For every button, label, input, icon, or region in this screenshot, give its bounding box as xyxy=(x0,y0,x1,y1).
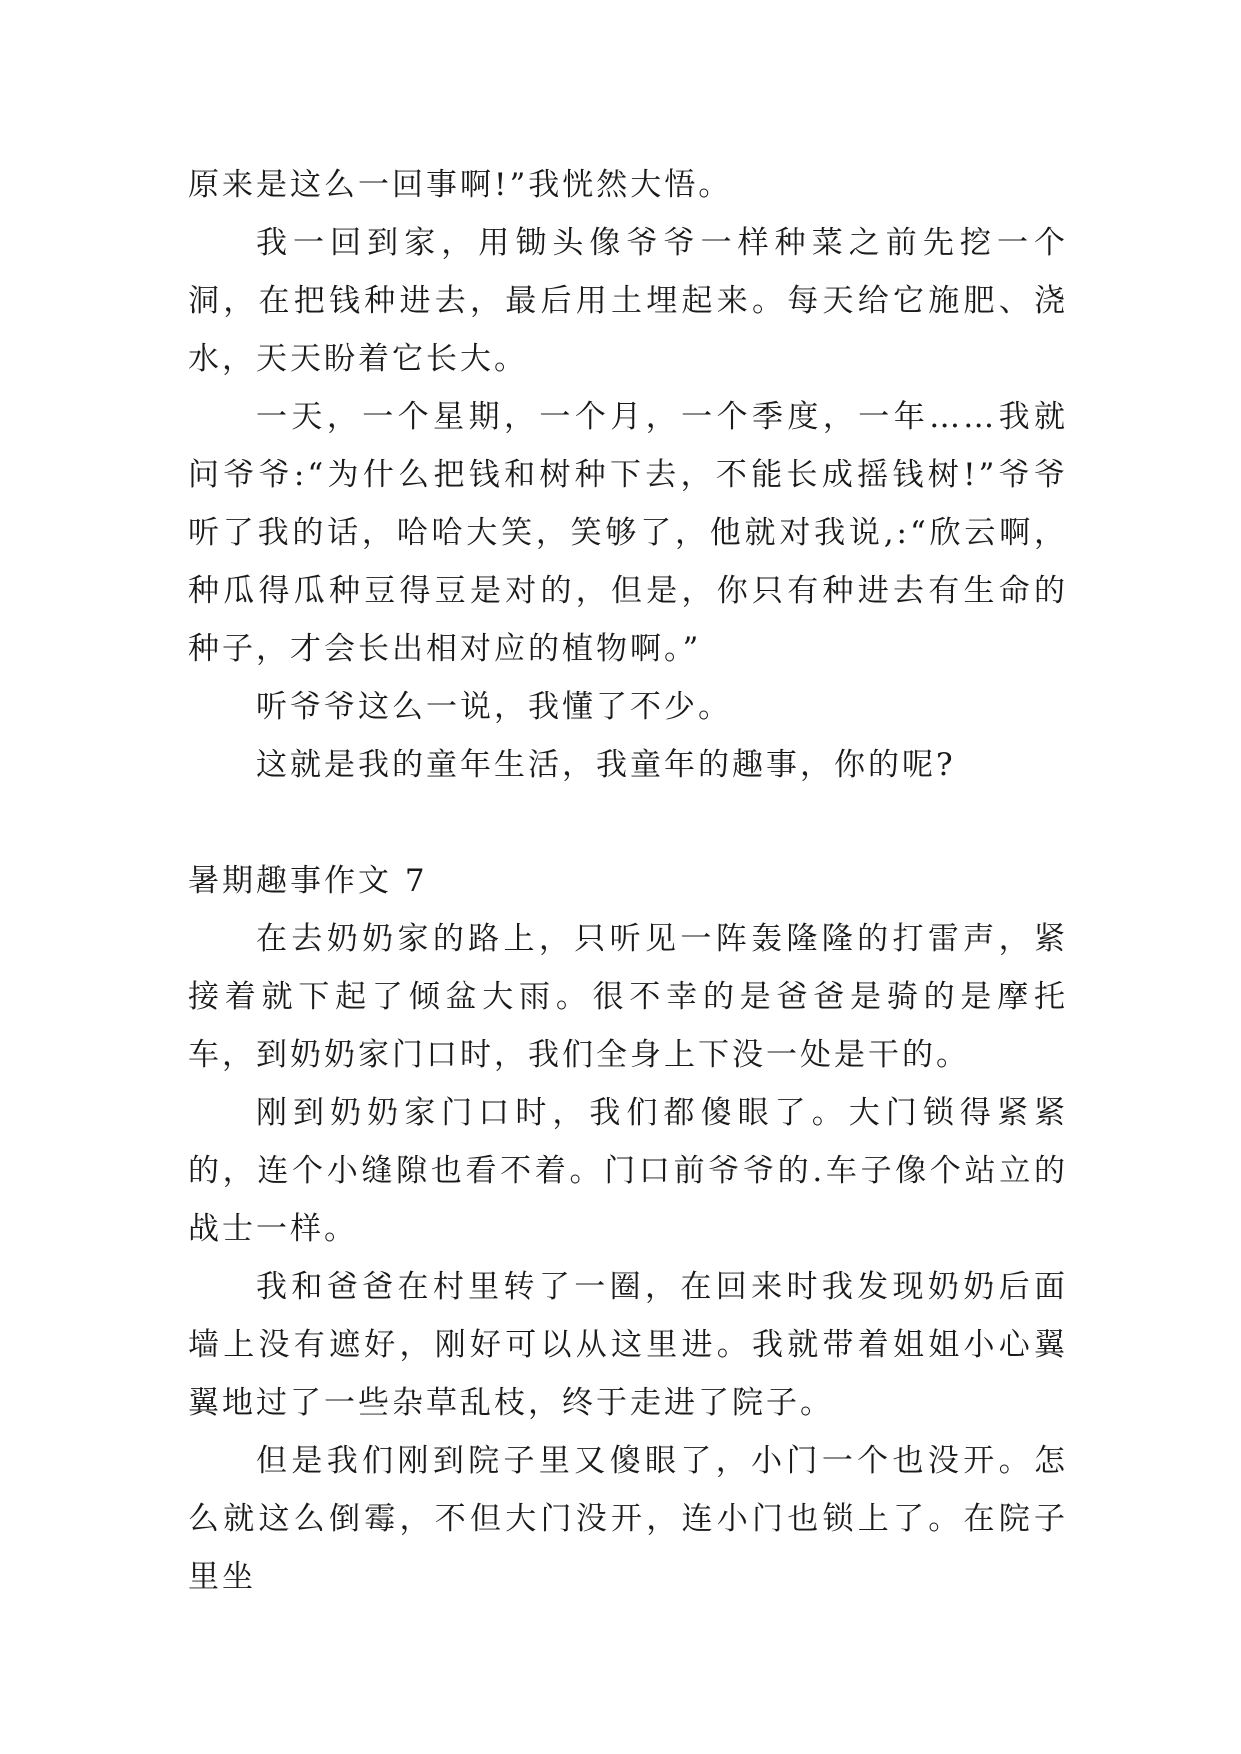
paragraph: 但是我们刚到院子里又傻眼了，小门一个也没开。怎么就这么倒霉，不但大门没开，连小门也锁上了。在院子里坐 xyxy=(188,1443,1068,1595)
paragraph: 我和爸爸在村里转了一圈，在回来时我发现奶奶后面墙上没有遮好，刚好可以从这里进。我就带着姐姐小心翼翼地过了一些杂草乱枝，终于走进了院子。 xyxy=(188,1269,1068,1421)
paragraph: 我一回到家，用锄头像爷爷一样种菜之前先挖一个洞，在把钱种进去，最后用土埋起来。每天给它施肥、浇水，天天盼着它长大。 xyxy=(188,225,1068,377)
paragraph: 原来是这么一回事啊!”我恍然大悟。 xyxy=(188,167,733,203)
document-body xyxy=(188,156,1068,1606)
paragraph: 这就是我的童年生活，我童年的趣事，你的呢? xyxy=(256,747,956,783)
paragraph: 一天，一个星期，一个月，一个季度，一年……我就问爷爷:“为什么把钱和树种下去，不能长成摇钱树!”爷爷听了我的话，哈哈大笑，笑够了，他就对我说,:“欣云啊，种瓜得瓜种豆得豆是对的，但是，你只有种进去有生命的种子，才会长出相对应的植物啊。” xyxy=(188,399,1068,667)
paragraph: 刚到奶奶家门口时，我们都傻眼了。大门锁得紧紧的，连个小缝隙也看不着。门口前爷爷的.车子像个站立的战士一样。 xyxy=(188,1095,1068,1247)
section-title: 暑期趣事作文 7 xyxy=(188,863,428,899)
paragraph: 听爷爷这么一说，我懂了不少。 xyxy=(256,689,732,725)
paragraph: 在去奶奶家的路上，只听见一阵轰隆隆的打雷声，紧接着就下起了倾盆大雨。很不幸的是爸爸是骑的是摩托车，到奶奶家门口时，我们全身上下没一处是干的。 xyxy=(188,921,1068,1073)
